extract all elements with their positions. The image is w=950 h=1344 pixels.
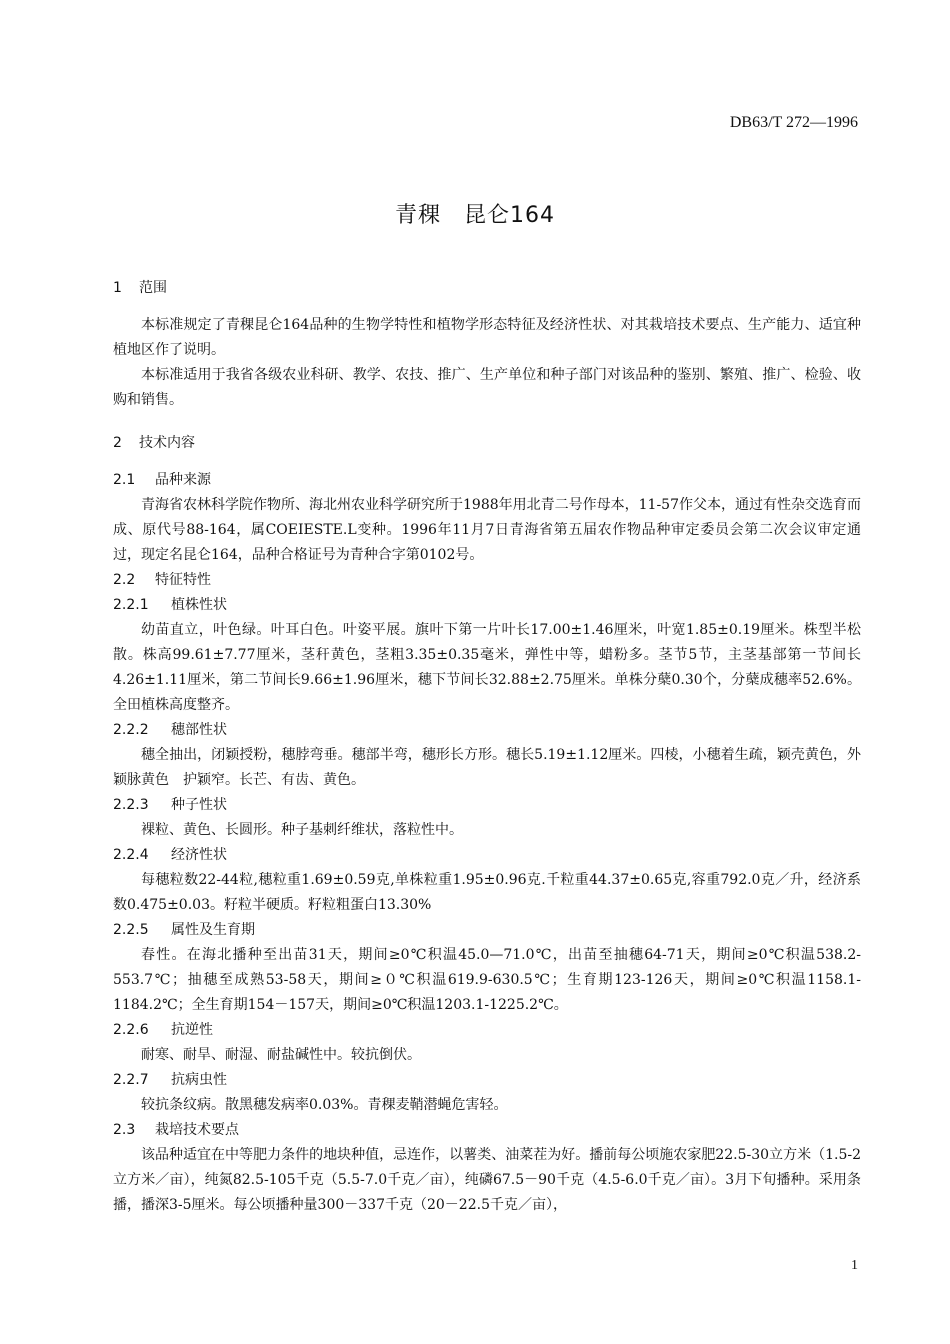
paragraph: 幼苗直立，叶色绿。叶耳白色。叶姿平展。旗叶下第一片叶长17.00±1.46厘米，叶宽1.85±0.19厘米。株型半松散。株高99.61±7.77厘米，茎秆黄色，茎粗3.35±0.35毫米，弹性中等，蜡粉多。茎节5节，主茎基部第一节间长4.26±1.11厘米，第二节间长9.66±1.96厘米，穗下节间长32.88±2.75厘米。单株分蘖0.30个，分蘖成穗率52.6%。全田植株高度整齐。	[113, 622, 861, 713]
section-title: 范围	[139, 280, 167, 296]
section-heading-2-2	[113, 568, 861, 593]
section-heading-2	[113, 431, 861, 456]
section-number: 2.2.3	[113, 797, 149, 813]
page-number: 1	[851, 1258, 858, 1273]
section-number: 1	[113, 280, 122, 296]
section-heading-2-2-6	[113, 1018, 861, 1043]
section-heading-1	[113, 276, 861, 301]
standard-number: DB63/T 272—1996	[729, 114, 858, 131]
section-number: 2.2.1	[113, 597, 149, 613]
section-number: 2.3	[113, 1122, 136, 1138]
section-title: 种子性状	[171, 797, 227, 813]
section-heading-2-1	[113, 468, 861, 493]
section-title: 经济性状	[171, 847, 227, 863]
section-heading-2-2-7	[113, 1068, 861, 1093]
section-title: 特征特性	[155, 572, 211, 588]
document-title: 青稞 昆仑164	[395, 203, 555, 228]
section-number: 2.2	[113, 572, 136, 588]
paragraph: 该品种适宜在中等肥力条件的地块种值，忌连作，以薯类、油菜茬为好。播前每公顷施农家肥22.5-30立方米（1.5-2立方米／亩），纯氮82.5-105千克（5.5-7.0千克／亩），纯磷67.5－90千克（4.5-6.0千克／亩）。3月下旬播种。采用条播，播深3-5厘米。每公顷播种量300－337千克（20－22.5千克／亩），	[113, 1147, 861, 1213]
section-heading-2-3	[113, 1118, 861, 1143]
section-heading-2-2-4	[113, 843, 861, 868]
section-title: 栽培技术要点	[155, 1122, 239, 1138]
paragraph: 春性。在海北播种至出苗31天，期间≥0℃积温45.0—71.0℃，出苗至抽穗64-71天，期间≥0℃积温538.2-553.7℃；抽穗至成熟53-58天，期间≥０℃积温619.9-630.5℃；生育期123-126天，期间≥0℃积温1158.1-1184.2℃；全生育期154－157天，期间≥0℃积温1203.1-1225.2℃。	[113, 947, 861, 1013]
section-title: 抗病虫性	[171, 1072, 227, 1088]
paragraph: 耐寒、耐旱、耐湿、耐盐碱性中。较抗倒伏。	[141, 1047, 421, 1063]
paragraph: 本标准规定了青稞昆仑164品种的生物学特性和植物学形态特征及经济性状、对其栽培技术要点、生产能力、适宜种植地区作了说明。	[113, 317, 861, 358]
section-number: 2.2.7	[113, 1072, 149, 1088]
section-title: 技术内容	[139, 435, 195, 451]
section-number: 2.2.5	[113, 922, 149, 938]
paragraph: 裸粒、黄色、长圆形。种子基刺纤维状，落粒性中。	[141, 822, 463, 838]
section-title: 穗部性状	[171, 722, 227, 738]
paragraph: 本标准适用于我省各级农业科研、教学、农技、推广、生产单位和种子部门对该品种的鉴别、繁殖、推广、检验、收购和销售。	[113, 367, 861, 408]
section-number: 2.1	[113, 472, 136, 488]
section-number: 2	[113, 435, 122, 451]
section-title: 属性及生育期	[171, 922, 255, 938]
section-heading-2-2-2	[113, 718, 861, 743]
paragraph: 穗全抽出，闭颖授粉，穗脖弯垂。穗部半弯，穗形长方形。穗长5.19±1.12厘米。四棱，小穗着生疏，颖壳黄色，外颖脉黄色 护颖窄。长芒、有齿、黄色。	[113, 747, 861, 788]
section-heading-2-2-3	[113, 793, 861, 818]
document-body	[113, 276, 861, 1218]
section-number: 2.2.6	[113, 1022, 149, 1038]
paragraph: 较抗条纹病。散黑穗发病率0.03%。青稞麦鞘潜蝇危害轻。	[141, 1097, 508, 1113]
section-number: 2.2.4	[113, 847, 149, 863]
section-title: 品种来源	[155, 472, 211, 488]
paragraph: 每穗粒数22-44粒,穗粒重1.69±0.59克,单株粒重1.95±0.96克.千粒重44.37±0.65克,容重792.0克／升，经济系数0.475±0.03。籽粒半硬质。籽粒粗蛋白13.30%	[113, 872, 861, 913]
section-title: 抗逆性	[171, 1022, 213, 1038]
section-heading-2-2-1	[113, 593, 861, 618]
paragraph: 青海省农林科学院作物所、海北州农业科学研究所于1988年用北青二号作母本，11-57作父本，通过有性杂交选育而成、原代号88-164，属COEIESTE.L变种。1996年11月7日青海省第五届农作物品种审定委员会第二次会议审定通过，现定名昆仑164，品种合格证号为青种合字第0102号。	[113, 497, 861, 563]
section-number: 2.2.2	[113, 722, 149, 738]
section-heading-2-2-5	[113, 918, 861, 943]
section-title: 植株性状	[171, 597, 227, 613]
